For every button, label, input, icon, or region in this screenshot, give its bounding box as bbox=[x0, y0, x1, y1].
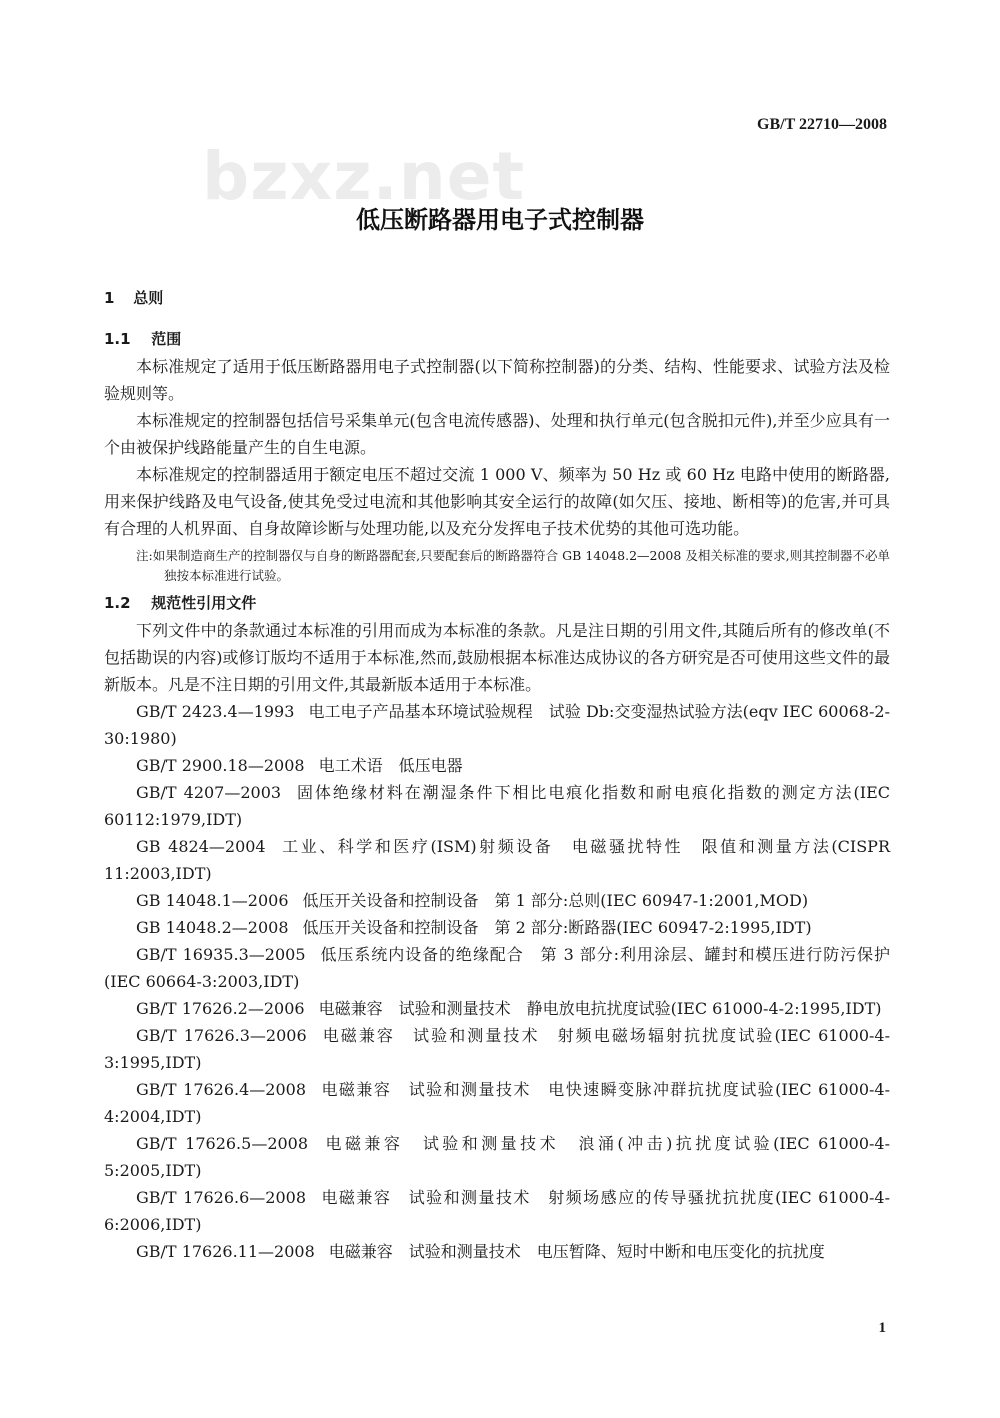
reference-code: GB 4824—2004 bbox=[136, 837, 266, 856]
reference-code: GB/T 17626.11—2008 bbox=[136, 1242, 315, 1261]
reference-code: GB 14048.2—2008 bbox=[136, 918, 289, 937]
reference-code: GB/T 2900.18—2008 bbox=[136, 756, 305, 775]
reference-title: 电工术语 低压电器 bbox=[318, 756, 463, 775]
reference-item bbox=[104, 941, 890, 995]
reference-item bbox=[104, 698, 890, 752]
reference-code: GB/T 16935.3—2005 bbox=[136, 945, 306, 964]
reference-title: 电磁兼容 试验和测量技术 浪涌(冲击)抗扰度试验(IEC 61000-4-5:2005,IDT) bbox=[104, 1134, 890, 1180]
reference-title: 固体绝缘材料在潮湿条件下相比电痕化指数和耐电痕化指数的测定方法(IEC 60112:1979,IDT) bbox=[104, 783, 890, 829]
section-1-1-heading bbox=[104, 326, 890, 353]
reference-code: GB 14048.1—2006 bbox=[136, 891, 289, 910]
reference-code: GB/T 17626.5—2008 bbox=[136, 1134, 309, 1153]
section-number: 1.1 bbox=[104, 330, 131, 348]
reference-code: GB/T 17626.4—2008 bbox=[136, 1080, 307, 1099]
reference-code: GB/T 4207—2003 bbox=[136, 783, 282, 802]
reference-item bbox=[104, 1076, 890, 1130]
watermark: bzxz.net bbox=[202, 138, 526, 215]
document-body bbox=[104, 285, 890, 1265]
reference-item bbox=[104, 914, 890, 941]
reference-item bbox=[104, 752, 890, 779]
reference-title: 电磁兼容 试验和测量技术 射频场感应的传导骚扰抗扰度(IEC 61000-4-6:2006,IDT) bbox=[104, 1188, 890, 1234]
references-intro: 下列文件中的条款通过本标准的引用而成为本标准的条款。凡是注日期的引用文件,其随后所有的修改单(不包括勘误的内容)或修订版均不适用于本标准,然而,鼓励根据本标准达成协议的各方研究是否可使用这些文件的最新版本。凡是不注日期的引用文件,其最新版本适用于本标准。 bbox=[104, 621, 890, 694]
reference-item bbox=[104, 1238, 890, 1265]
scope-paragraph: 本标准规定了适用于低压断路器用电子式控制器(以下简称控制器)的分类、结构、性能要求、试验方法及检验规则等。 bbox=[104, 357, 890, 403]
reference-title: 电磁兼容 试验和测量技术 电压暂降、短时中断和电压变化的抗扰度 bbox=[328, 1242, 825, 1261]
reference-title: 低压开关设备和控制设备 第 2 部分:断路器(IEC 60947-2:1995,IDT) bbox=[302, 918, 812, 937]
page-number: 1 bbox=[878, 1320, 886, 1336]
reference-title: 电磁兼容 试验和测量技术 射频电磁场辐射抗扰度试验(IEC 61000-4-3:1995,IDT) bbox=[104, 1026, 890, 1072]
reference-item bbox=[104, 887, 890, 914]
reference-list bbox=[104, 698, 890, 1265]
scope-paragraph: 本标准规定的控制器适用于额定电压不超过交流 1 000 V、频率为 50 Hz 或 60 Hz 电路中使用的断路器,用来保护线路及电气设备,使其免受过电流和其他影响其安全运行的故障(如欠压、接地、断相等)的危害,并可具有合理的人机界面、自身故障诊断与处理功能,以及充分发挥电子技术优势的其他可选功能。 bbox=[104, 465, 890, 538]
document-title: 低压断路器用电子式控制器 bbox=[356, 206, 644, 234]
section-title: 范围 bbox=[151, 330, 182, 348]
reference-item bbox=[104, 995, 890, 1022]
reference-title: 低压开关设备和控制设备 第 1 部分:总则(IEC 60947-1:2001,MOD) bbox=[302, 891, 809, 910]
reference-title: 工业、科学和医疗(ISM)射频设备 电磁骚扰特性 限值和测量方法(CISPR 11:2003,IDT) bbox=[104, 837, 890, 883]
reference-title: 电工电子产品基本环境试验规程 试验 Db:交变湿热试验方法(eqv IEC 60068-2-30:1980) bbox=[104, 702, 890, 748]
reference-code: GB/T 17626.6—2008 bbox=[136, 1188, 307, 1207]
section-title: 规范性引用文件 bbox=[151, 594, 257, 612]
reference-code: GB/T 17626.2—2006 bbox=[136, 999, 305, 1018]
section-number: 1.2 bbox=[104, 594, 131, 612]
scope-paragraph: 本标准规定的控制器包括信号采集单元(包含电流传感器)、处理和执行单元(包含脱扣元件),并至少应具有一个由被保护线路能量产生的自生电源。 bbox=[104, 411, 890, 457]
section-1-2-heading bbox=[104, 590, 890, 617]
reference-item bbox=[104, 1022, 890, 1076]
reference-item bbox=[104, 1130, 890, 1184]
reference-title: 低压系统内设备的绝缘配合 第 3 部分:利用涂层、罐封和模压进行防污保护(IEC 60664-3:2003,IDT) bbox=[104, 945, 890, 991]
section-1-heading bbox=[104, 285, 890, 312]
reference-item bbox=[104, 1184, 890, 1238]
scope-note: 注:如果制造商生产的控制器仅与自身的断路器配套,只要配套后的断路器符合 GB 14048.2—2008 及相关标准的要求,则其控制器不必单独按本标准进行试验。 bbox=[136, 548, 890, 583]
reference-title: 电磁兼容 试验和测量技术 电快速瞬变脉冲群抗扰度试验(IEC 61000-4-4:2004,IDT) bbox=[104, 1080, 890, 1126]
reference-code: GB/T 2423.4—1993 bbox=[136, 702, 295, 721]
section-number: 1 bbox=[104, 289, 115, 307]
standard-code: GB/T 22710—2008 bbox=[757, 116, 887, 133]
reference-item bbox=[104, 833, 890, 887]
reference-code: GB/T 17626.3—2006 bbox=[136, 1026, 307, 1045]
reference-title: 电磁兼容 试验和测量技术 静电放电抗扰度试验(IEC 61000-4-2:1995,IDT) bbox=[318, 999, 882, 1018]
section-title: 总则 bbox=[133, 289, 164, 307]
reference-item bbox=[104, 779, 890, 833]
